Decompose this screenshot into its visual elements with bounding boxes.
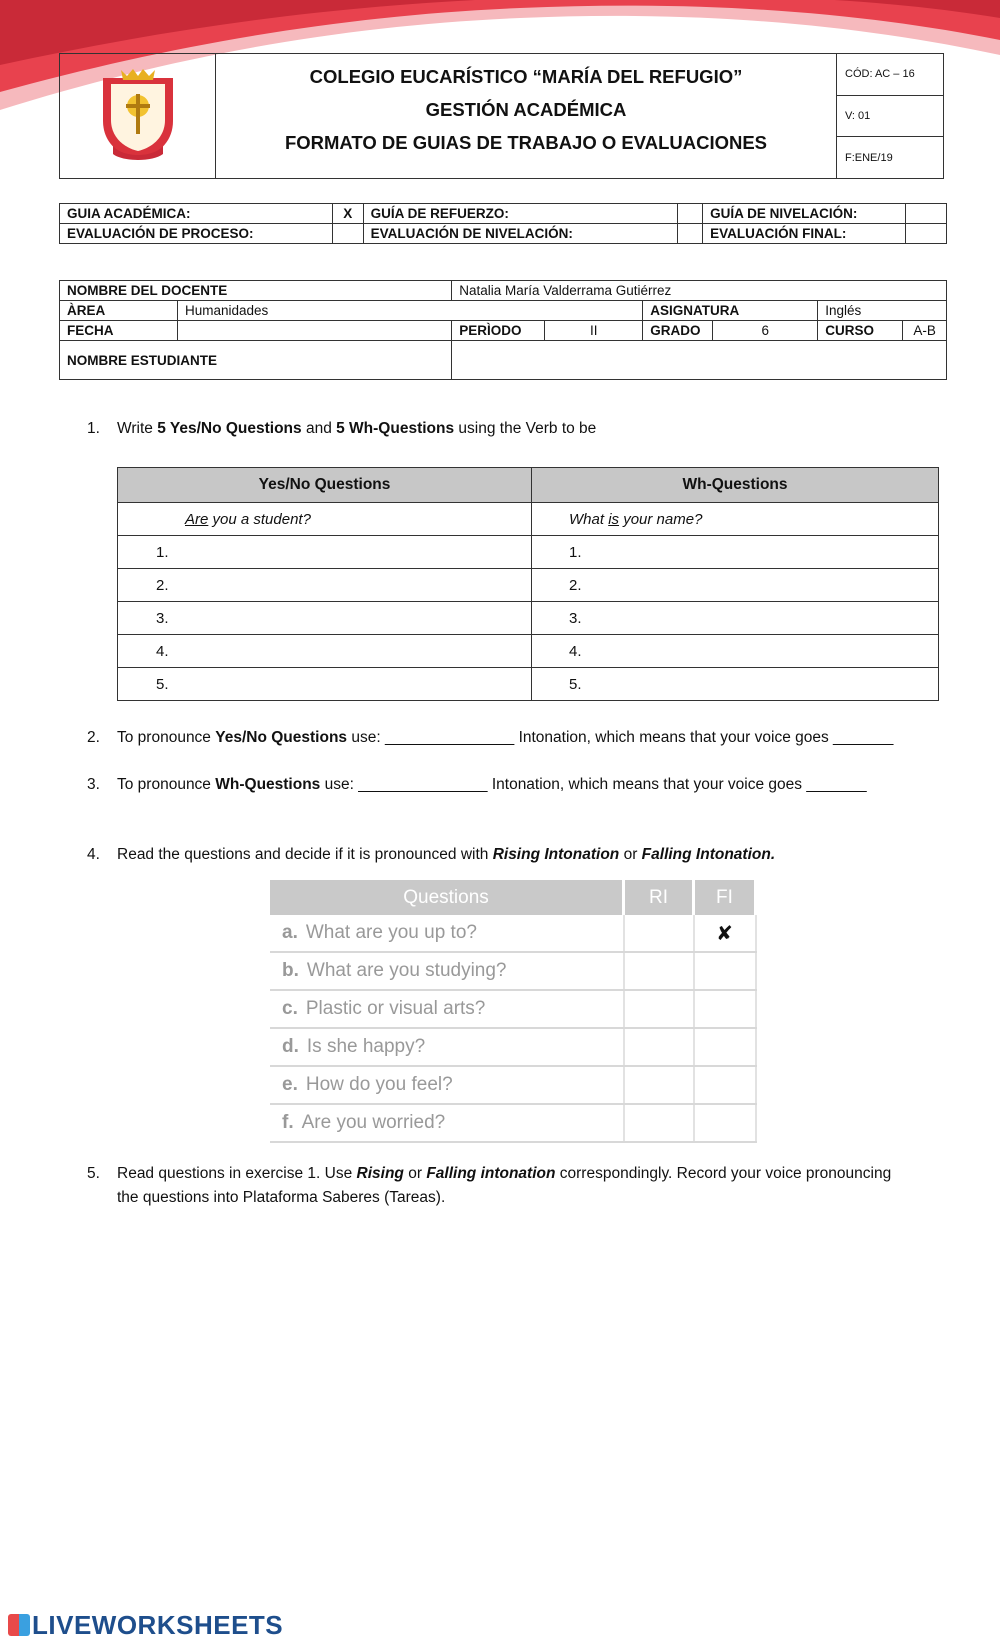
yes-no-answer-4[interactable]: 4. bbox=[118, 635, 532, 668]
grade-value: 6 bbox=[713, 321, 818, 341]
question-letter: e. bbox=[282, 1074, 298, 1095]
ex4-text: Read the questions and decide if it is pronounced with bbox=[117, 846, 493, 863]
ex4-text-mid: or bbox=[619, 846, 642, 863]
liveworksheets-logo[interactable] bbox=[8, 1610, 283, 1641]
student-name-field[interactable] bbox=[452, 341, 947, 380]
example-verb-are: Are bbox=[185, 510, 209, 528]
ex1-bold-2: 5 Wh-Questions bbox=[336, 420, 455, 437]
intonation-question bbox=[270, 1104, 624, 1142]
yes-no-column-header: Yes/No Questions bbox=[118, 468, 532, 503]
ri-cell[interactable] bbox=[624, 1066, 694, 1104]
yes-no-answer-1[interactable]: 1. bbox=[118, 536, 532, 569]
ex1-text-mid: and bbox=[301, 420, 337, 437]
ex3-blanks[interactable]: use: _______________ Intonation, which means that your voice goes _______ bbox=[320, 776, 867, 793]
question-letter: c. bbox=[282, 998, 298, 1019]
date-label: FECHA bbox=[60, 321, 178, 341]
ex5-rising: Rising bbox=[356, 1165, 404, 1182]
grade-label: GRADO bbox=[643, 321, 713, 341]
intonation-question bbox=[270, 1066, 624, 1104]
exercise-4-number: 4. bbox=[87, 846, 100, 863]
question-text: Plastic or visual arts? bbox=[305, 998, 486, 1019]
questions-header: Questions bbox=[270, 880, 624, 915]
reinforcement-guide-mark[interactable] bbox=[678, 204, 703, 224]
school-crest-icon bbox=[93, 66, 183, 162]
question-letter: a. bbox=[282, 922, 298, 943]
student-label: NOMBRE ESTUDIANTE bbox=[60, 341, 452, 380]
yes-no-example bbox=[118, 503, 532, 536]
period-value: II bbox=[545, 321, 643, 341]
exercise-1-number: 1. bbox=[87, 420, 100, 437]
question-letter: d. bbox=[282, 1036, 299, 1057]
example-rest-1: you a student? bbox=[208, 510, 311, 528]
question-text: How do you feel? bbox=[305, 1074, 453, 1095]
document-date: F:ENE/19 bbox=[837, 137, 944, 179]
ri-cell[interactable] bbox=[624, 1028, 694, 1066]
question-letter: b. bbox=[282, 960, 299, 981]
question-text: What are you studying? bbox=[306, 960, 507, 981]
yes-no-answer-2[interactable]: 2. bbox=[118, 569, 532, 602]
ri-cell[interactable] bbox=[624, 952, 694, 990]
guide-type-table bbox=[59, 203, 947, 244]
ex2-blanks[interactable]: use: _______________ Intonation, which means that your voice goes _______ bbox=[347, 729, 894, 746]
wh-example bbox=[532, 503, 939, 536]
fi-cell[interactable] bbox=[694, 1028, 756, 1066]
intonation-question bbox=[270, 1028, 624, 1066]
ex1-bold-1: 5 Yes/No Questions bbox=[157, 420, 302, 437]
department-title: GESTIÓN ACADÉMICA bbox=[425, 99, 627, 120]
fi-cell[interactable] bbox=[694, 1066, 756, 1104]
course-label: CURSO bbox=[818, 321, 903, 341]
yes-no-answer-5[interactable]: 5. bbox=[118, 668, 532, 701]
leveling-eval-mark[interactable] bbox=[678, 224, 703, 244]
question-letter: f. bbox=[282, 1112, 294, 1133]
teacher-label: NOMBRE DEL DOCENTE bbox=[60, 281, 452, 301]
academic-guide-mark[interactable]: X bbox=[332, 204, 363, 224]
fi-header: FI bbox=[694, 880, 756, 915]
ex5-falling: Falling intonation bbox=[426, 1165, 556, 1182]
period-label: PERÌODO bbox=[452, 321, 545, 341]
info-table bbox=[59, 280, 947, 380]
exercise-2-instruction bbox=[117, 729, 893, 747]
teacher-value: Natalia María Valderrama Gutiérrez bbox=[452, 281, 947, 301]
question-text: Is she happy? bbox=[306, 1036, 426, 1057]
school-name: COLEGIO EUCARÍSTICO “MARÍA DEL REFUGIO” bbox=[309, 66, 743, 87]
ri-cell[interactable] bbox=[624, 1104, 694, 1142]
example-verb-is: is bbox=[608, 510, 620, 528]
fi-cell[interactable] bbox=[694, 990, 756, 1028]
exercise-5-instruction bbox=[117, 1165, 891, 1183]
wh-answer-4[interactable]: 4. bbox=[532, 635, 939, 668]
fi-cell[interactable] bbox=[694, 952, 756, 990]
fi-cell-marked[interactable]: ✘ bbox=[694, 915, 756, 952]
ex4-falling: Falling Intonation. bbox=[641, 846, 776, 863]
area-label: ÀREA bbox=[60, 301, 178, 321]
school-logo-cell bbox=[60, 54, 216, 179]
subject-value: Inglés bbox=[818, 301, 947, 321]
exercise-2-number: 2. bbox=[87, 729, 100, 746]
ri-header: RI bbox=[624, 880, 694, 915]
area-value: Humanidades bbox=[178, 301, 643, 321]
ex1-text-post: using the Verb to be bbox=[454, 420, 597, 437]
exercise-5-line-2: the questions into Plataforma Saberes (Tareas). bbox=[117, 1189, 446, 1206]
ex5-text-post: correspondingly. Record your voice pronouncing bbox=[555, 1165, 892, 1182]
intonation-question bbox=[270, 990, 624, 1028]
final-eval-label: EVALUACIÓN FINAL: bbox=[703, 224, 906, 244]
wh-answer-1[interactable]: 1. bbox=[532, 536, 939, 569]
subject-label: ASIGNATURA bbox=[643, 301, 818, 321]
document-version: V: 01 bbox=[837, 95, 944, 137]
questions-table bbox=[117, 467, 939, 701]
wh-column-header: Wh-Questions bbox=[532, 468, 939, 503]
exercise-5-number: 5. bbox=[87, 1165, 100, 1182]
reinforcement-guide-label: GUÍA DE REFUERZO: bbox=[363, 204, 678, 224]
exercise-3-instruction bbox=[117, 776, 867, 794]
intonation-table bbox=[270, 880, 757, 1143]
question-text: Are you worried? bbox=[301, 1112, 446, 1133]
ri-cell[interactable] bbox=[624, 990, 694, 1028]
wh-answer-2[interactable]: 2. bbox=[532, 569, 939, 602]
ri-cell[interactable] bbox=[624, 915, 694, 952]
exercise-1-instruction bbox=[117, 420, 596, 438]
wh-answer-5[interactable]: 5. bbox=[532, 668, 939, 701]
header-title-cell bbox=[216, 54, 837, 179]
course-value: A-B bbox=[903, 321, 947, 341]
header-table bbox=[59, 53, 944, 179]
ex5-text: Read questions in exercise 1. Use bbox=[117, 1165, 357, 1182]
intonation-question bbox=[270, 952, 624, 990]
ex2-text: To pronounce bbox=[117, 729, 216, 746]
ex3-text: To pronounce bbox=[117, 776, 216, 793]
wh-answer-3[interactable]: 3. bbox=[532, 602, 939, 635]
document-code: CÓD: AC – 16 bbox=[837, 54, 944, 96]
fi-cell[interactable] bbox=[694, 1104, 756, 1142]
process-eval-mark[interactable] bbox=[332, 224, 363, 244]
example-rest-2: your name? bbox=[619, 510, 703, 528]
liveworksheets-grid-icon bbox=[8, 1614, 30, 1636]
leveling-guide-mark[interactable] bbox=[905, 204, 946, 224]
format-title: FORMATO DE GUIAS DE TRABAJO O EVALUACIONES bbox=[284, 132, 768, 153]
exercise-4-instruction bbox=[117, 846, 775, 864]
question-text: What are you up to? bbox=[305, 922, 477, 943]
date-value[interactable] bbox=[178, 321, 452, 341]
liveworksheets-text: LIVEWORKSHEETS bbox=[32, 1610, 284, 1640]
yes-no-answer-3[interactable]: 3. bbox=[118, 602, 532, 635]
exercise-3-number: 3. bbox=[87, 776, 100, 793]
final-eval-mark[interactable] bbox=[905, 224, 946, 244]
intonation-question bbox=[270, 915, 624, 952]
leveling-eval-label: EVALUACIÓN DE NIVELACIÓN: bbox=[363, 224, 678, 244]
academic-guide-label: GUIA ACADÉMICA: bbox=[60, 204, 333, 224]
ex4-rising: Rising Intonation bbox=[492, 846, 620, 863]
ex1-text: Write bbox=[117, 420, 158, 437]
example-pre-2: What bbox=[569, 510, 609, 528]
leveling-guide-label: GUÍA DE NIVELACIÓN: bbox=[703, 204, 906, 224]
ex2-bold: Yes/No Questions bbox=[215, 729, 348, 746]
ex3-bold: Wh-Questions bbox=[215, 776, 321, 793]
ex5-text-mid: or bbox=[403, 1165, 427, 1182]
process-eval-label: EVALUACIÓN DE PROCESO: bbox=[60, 224, 333, 244]
